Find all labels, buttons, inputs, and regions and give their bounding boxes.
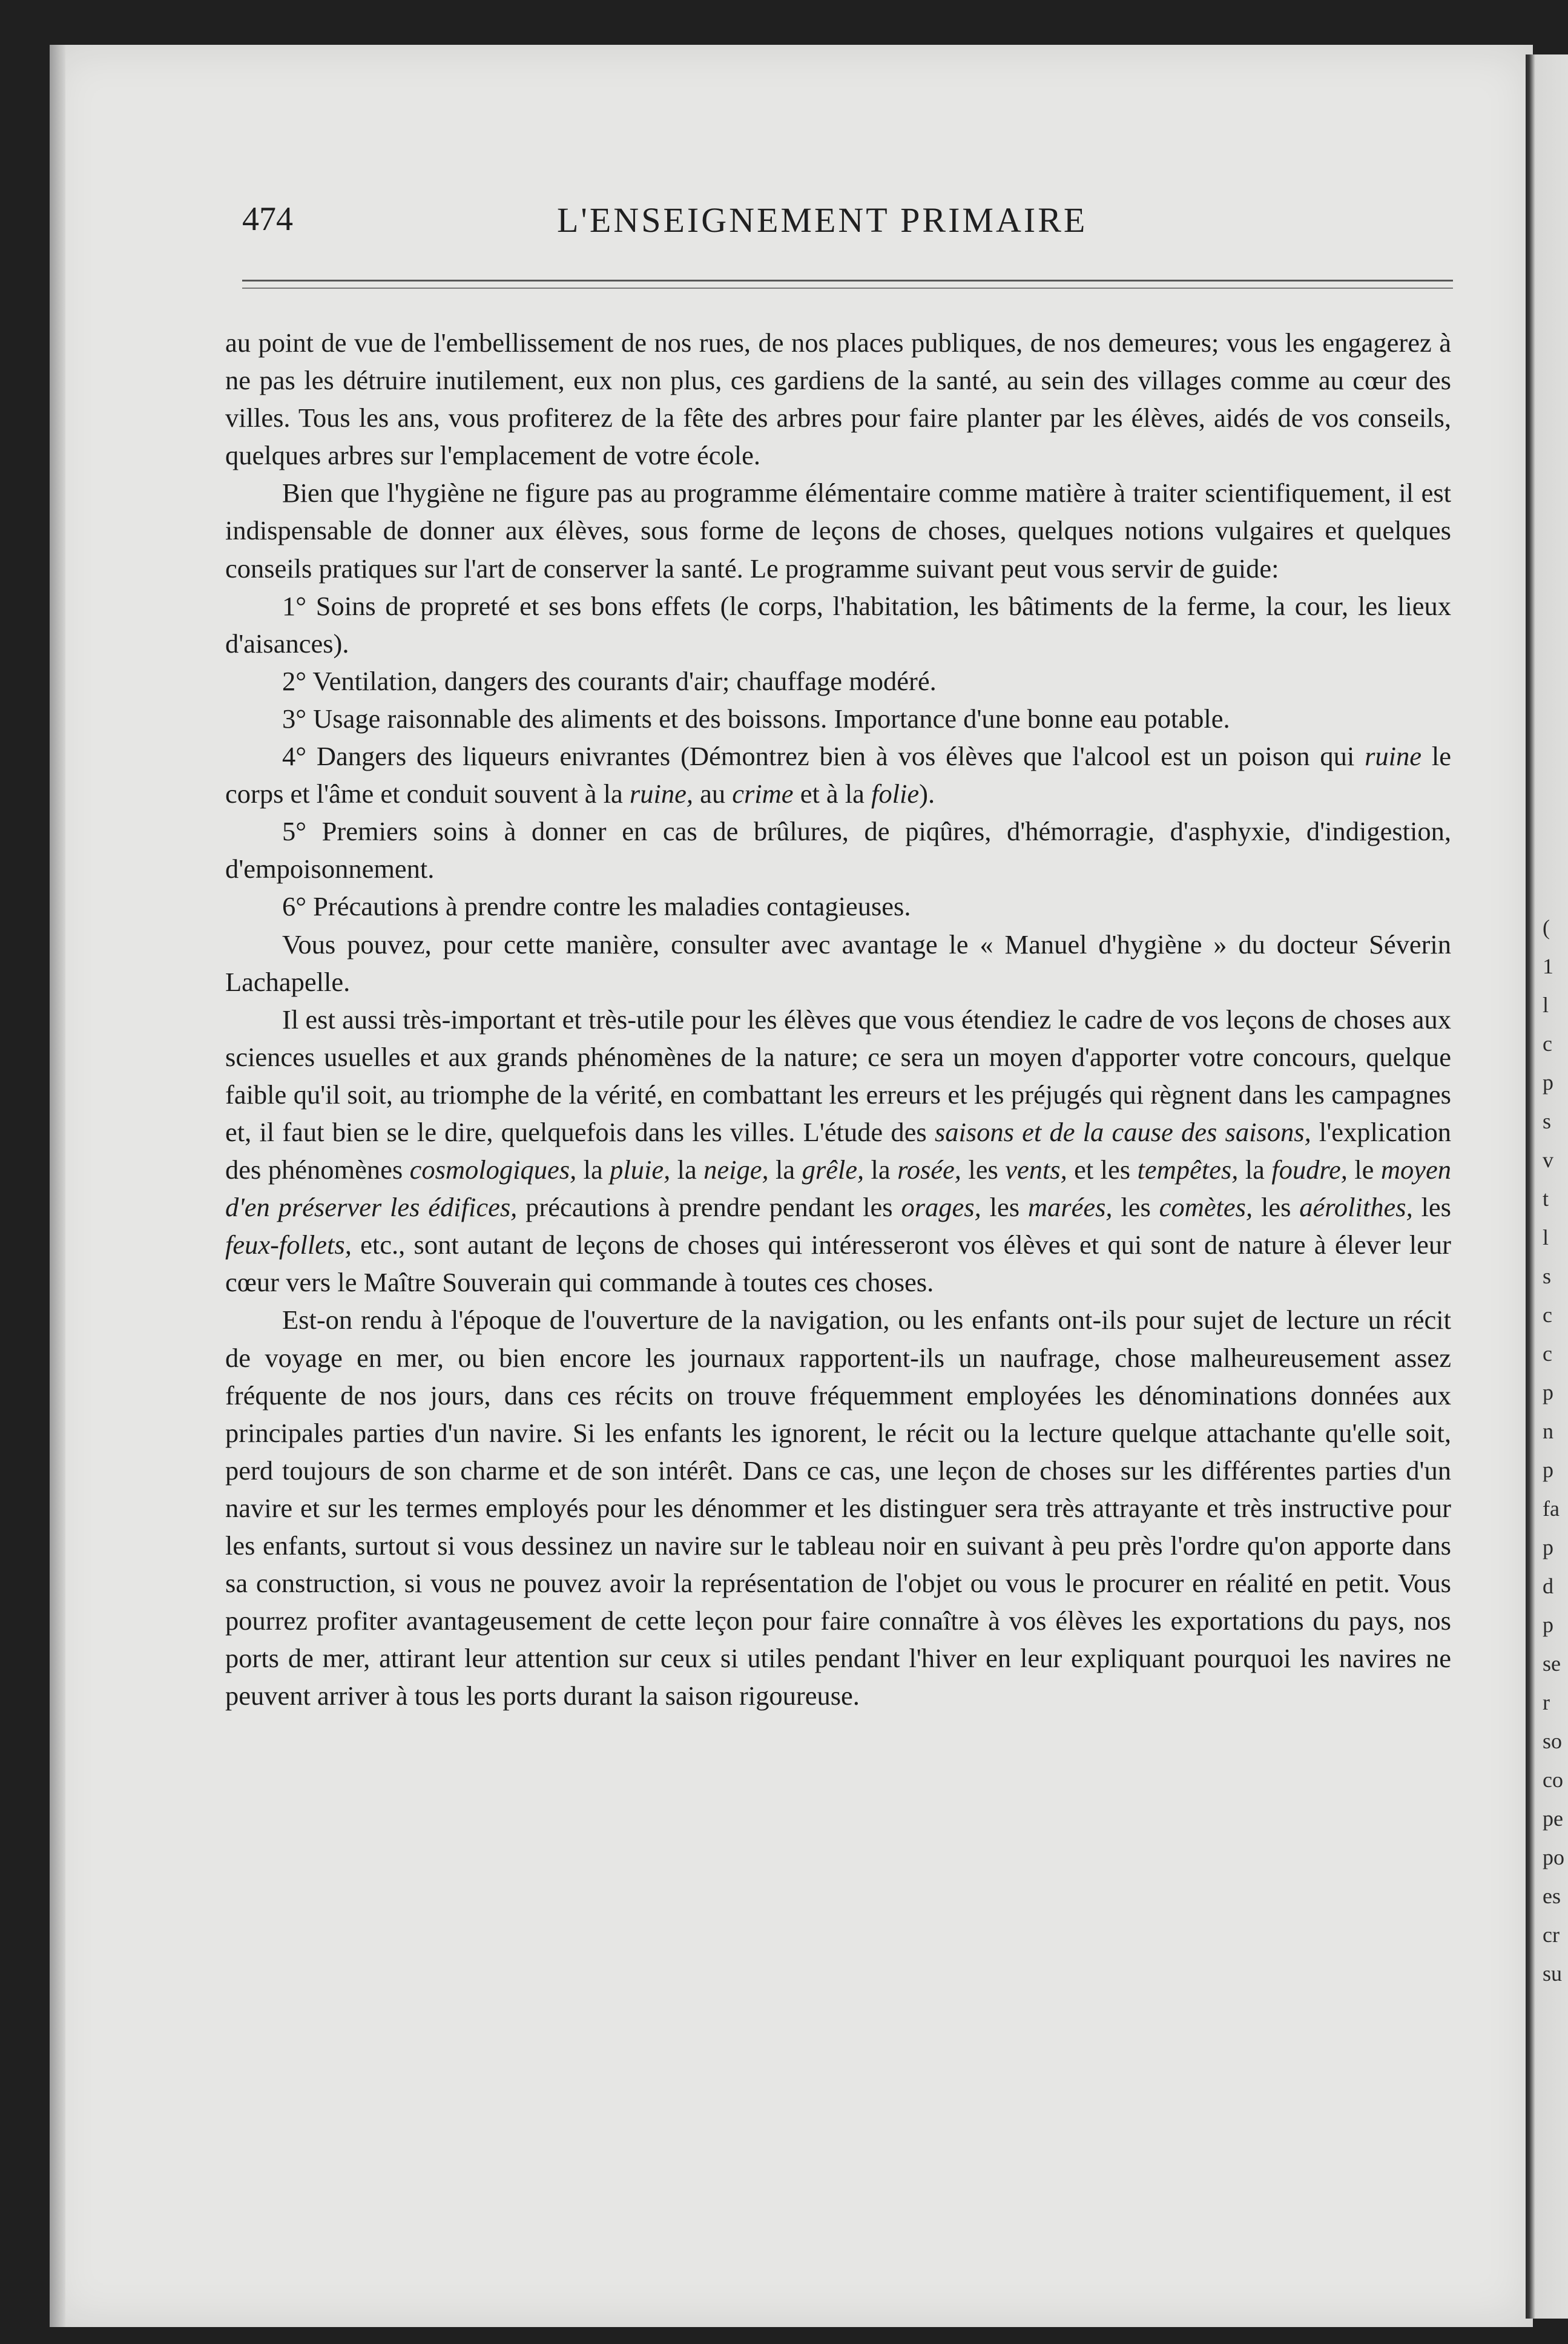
facing-page-fragment: p xyxy=(1543,1458,1553,1482)
italic-term: crime xyxy=(732,779,794,809)
facing-page-fragment: r xyxy=(1543,1690,1550,1714)
facing-page-fragment: v xyxy=(1543,1148,1553,1172)
paragraph xyxy=(225,812,1451,887)
facing-page-fragment: p xyxy=(1543,1070,1553,1095)
text-run: le corps et l'âme et conduit souvent à la xyxy=(225,741,1451,809)
italic-term: pluie, xyxy=(610,1154,671,1185)
text-run: la xyxy=(1238,1154,1272,1185)
paragraph xyxy=(225,1001,1451,1302)
paragraph xyxy=(225,926,1451,1001)
text-run: au xyxy=(693,779,733,809)
facing-page-fragment: l xyxy=(1543,1225,1549,1249)
text-run: les xyxy=(981,1192,1028,1223)
italic-term: comètes, xyxy=(1159,1192,1253,1223)
text-run: le xyxy=(1347,1154,1381,1185)
italic-term: marées, xyxy=(1027,1192,1113,1223)
italic-term: feux-follets, xyxy=(225,1230,352,1260)
text-run: Est-on rendu à l'époque de l'ouverture de la navigation, ou les enfants ont-ils pour sujet de lecture un récit de voyage en mer, ou bien encore les journaux rapportent-ils un naufrage, chose malheureusement assez fréquente de nos jours, dans ces récits on trouve fréquemment employées les dénominations données aux principales parties d'un navire. Si les enfants les ignorent, le récit ou la lecture quelque attachante qu'elle soit, perd toujours de son charme et de son intérêt. Dans ce cas, une leçon de choses sur les différentes parties d'un navire et sur les termes employés pour les dénommer et les distinguer sera très attrayante et très instructive pour les enfants, surtout si vous dessinez un navire sur le tableau noir en suivant à peu près l'ordre qu'on apporte dans sa construction, si vous ne pouvez avoir la représentation de l'objet ou vous le procurer en réalité en petit. Vous pourrez profiter avantageusement de cette leçon pour faire connaître à vos élèves les exportations du pays, nos ports de mer, attirant leur attention sur ceux si utiles pendant l'hiver en leur expliquant pourquoi les navires ne peuvent arriver à tous les ports durant la saison rigoureuse. xyxy=(225,1305,1451,1711)
italic-term: vents, xyxy=(1005,1154,1067,1185)
facing-page-fragment: d xyxy=(1543,1574,1553,1598)
facing-page-fragment: p xyxy=(1543,1380,1553,1404)
paragraph xyxy=(225,887,1451,925)
facing-page-fragment: es xyxy=(1543,1884,1561,1908)
text-run: les xyxy=(1112,1192,1159,1223)
text-run: les xyxy=(961,1154,1006,1185)
facing-page-fragment: l xyxy=(1543,993,1549,1017)
facing-page-fragment: su xyxy=(1543,1961,1563,1986)
text-run: les xyxy=(1253,1192,1300,1223)
text-run: 1° Soins de propreté et ses bons effets (le corps, l'habitation, les bâtiments de la ferme, la cour, les lieux d'aisances). xyxy=(225,590,1451,659)
text-run: 2° Ventilation, dangers des courants d'air; chauffage modéré. xyxy=(282,665,937,696)
text-run: Bien que l'hygiène ne figure pas au programme élémentaire comme matière à traiter scientifiquement, il est indispensable de donner aux élèves, sous forme de leçons de choses, quelques notions vulgaires et quelques conseils pratiques sur l'art de conserver la santé. Le programme suivant peut vous servir de guide: xyxy=(225,478,1451,584)
text-run: précautions à prendre pendant les xyxy=(517,1192,901,1223)
italic-term: ruine, xyxy=(629,779,693,809)
facing-page-fragment: cr xyxy=(1543,1923,1560,1947)
italic-term: folie xyxy=(871,779,920,809)
text-run: les xyxy=(1412,1192,1452,1223)
facing-page-fragment: fa xyxy=(1543,1496,1560,1521)
text-run: Vous pouvez, pour cette manière, consulter avec avantage le « Manuel d'hygiène » du docteur Séverin Lachapelle. xyxy=(225,929,1451,997)
facing-page-fragment: c xyxy=(1543,1342,1552,1366)
facing-page-text-fragments xyxy=(1543,908,1568,1993)
text-run: etc., sont autant de leçons de choses qui intéresseront vos élèves et qui sont de nature à élever leur cœur vers le Maître Souverain qui commande à toutes ces choses. xyxy=(225,1230,1451,1298)
text-run: et à la xyxy=(793,779,872,809)
facing-page-fragment: co xyxy=(1543,1768,1563,1792)
facing-page-fragment: n xyxy=(1543,1419,1553,1443)
text-run: ). xyxy=(919,779,935,809)
italic-term: ruine xyxy=(1365,741,1422,772)
italic-term: foudre, xyxy=(1271,1154,1348,1185)
italic-term: grêle, xyxy=(802,1154,865,1185)
facing-page-fragment: po xyxy=(1543,1845,1564,1869)
facing-page-fragment: s xyxy=(1543,1109,1552,1133)
page-number: 474 xyxy=(242,200,293,238)
text-run: la xyxy=(576,1154,610,1185)
italic-term: aérolithes, xyxy=(1299,1192,1413,1223)
facing-page-fragment: c xyxy=(1543,1303,1552,1327)
facing-page-fragment: pe xyxy=(1543,1806,1563,1831)
paragraph xyxy=(225,587,1451,662)
facing-page-fragment: p xyxy=(1543,1613,1553,1637)
text-run: Il est aussi très-important et très-utile pour les élèves que vous étendiez le cadre de vos leçons de choses aux sciences usuelles et aux grands phénomènes de la nature; ce sera un moyen d'apporter votre concours, quelque faible qu'il soit, au triomphe de la vérité, en combattant les erreurs et les préjugés qui règnent dans les campagnes et, il faut bien se le dire, quelquefois dans les villes. L'étude des xyxy=(225,1004,1451,1147)
facing-page-fragment: s xyxy=(1543,1264,1552,1288)
running-head xyxy=(242,200,1459,248)
text-run: 3° Usage raisonnable des aliments et des boissons. Importance d'une bonne eau potable. xyxy=(282,703,1230,734)
running-title: L'ENSEIGNEMENT PRIMAIRE xyxy=(557,200,1088,240)
text-run: la xyxy=(670,1154,704,1185)
facing-page-fragment: ( xyxy=(1543,915,1550,940)
text-run: la xyxy=(768,1154,802,1185)
text-run: au point de vue de l'embellissement de nos rues, de nos places publiques, de nos demeures; vous les engagerez à ne pas les détruire inutilement, eux non plus, ces gardiens de la santé, au sein des villages comme au cœur des villes. Tous les ans, vous profiterez de la fête des arbres pour faire planter par les élèves, aidés de vos conseils, quelques arbres sur l'emplacement de votre école. xyxy=(225,328,1451,471)
page-gutter-shadow xyxy=(50,45,65,2327)
italic-term: neige, xyxy=(703,1154,769,1185)
italic-term: tempêtes, xyxy=(1137,1154,1239,1185)
facing-page-fragment: se xyxy=(1543,1651,1561,1676)
text-run: 5° Premiers soins à donner en cas de brûlures, de piqûres, d'hémorragie, d'asphyxie, d'indigestion, d'empoisonnement. xyxy=(225,816,1451,884)
italic-term: moyen d'en préserver les édifices, xyxy=(225,1154,1451,1223)
paragraph xyxy=(225,662,1451,700)
italic-term: saisons et de la cause des saisons, xyxy=(934,1116,1311,1147)
body-text xyxy=(225,324,1451,1714)
text-run: 4° Dangers des liqueurs enivrantes (Démontrez bien à vos élèves que l'alcool est un poison qui xyxy=(282,741,1365,772)
paragraph xyxy=(225,700,1451,737)
facing-page-fragment: p xyxy=(1543,1535,1553,1559)
paragraph xyxy=(225,324,1451,474)
text-run: la xyxy=(864,1154,898,1185)
facing-page-fragment: t xyxy=(1543,1187,1549,1211)
text-run: et les xyxy=(1067,1154,1138,1185)
text-run: 6° Précautions à prendre contre les maladies contagieuses. xyxy=(282,891,911,922)
italic-term: rosée, xyxy=(897,1154,961,1185)
text-run: l'explication des phénomènes xyxy=(225,1116,1451,1185)
facing-page-fragment: 1 xyxy=(1543,954,1553,978)
paragraph xyxy=(225,737,1451,812)
header-double-rule xyxy=(242,280,1453,289)
paragraph xyxy=(225,474,1451,587)
italic-term: orages, xyxy=(901,1192,981,1223)
facing-page-fragment: so xyxy=(1543,1729,1563,1753)
facing-page-fragment: c xyxy=(1543,1032,1552,1056)
paragraph xyxy=(225,1301,1451,1714)
italic-term: cosmologiques, xyxy=(409,1154,577,1185)
